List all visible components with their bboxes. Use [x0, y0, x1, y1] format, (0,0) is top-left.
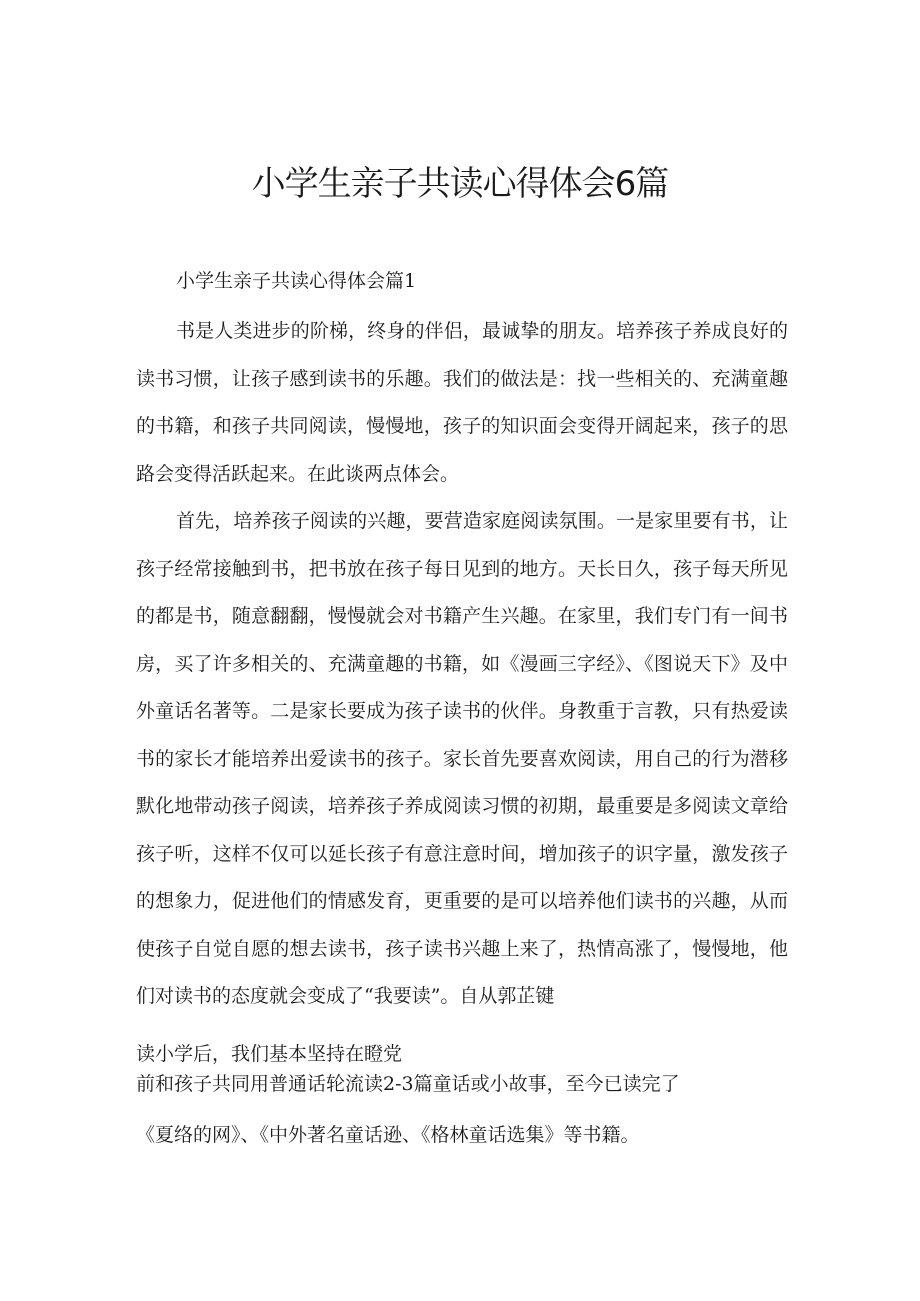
section-heading: 小学生亲子共读心得体会篇1 — [176, 270, 417, 292]
document-title: 小学生亲子共读心得体会6篇 — [251, 164, 669, 204]
paragraph-line-2: 前和孩子共同用普通话轮流读2-3篇童话或小故事，至今已读完了 — [136, 1073, 680, 1095]
paragraph-line-1: 读小学后，我们基本坚持在瞪党 — [136, 1043, 403, 1065]
paragraph-1: 书是人类进步的阶梯，终身的伴侣，最诚挚的朋友。培养孩子养成良好的读书习惯，让孩子感到读书的乐趣。我们的做法是：找一些相关的、充满童趣的书籍，和孩子共同阅读，慢慢地，孩子的知识面会变得开阔起来，孩子的思路会变得活跃起来。在此谈两点体会。 — [136, 320, 788, 485]
paragraph-2: 首先，培养孩子阅读的兴趣，要营造家庭阅读氛围。一是家里要有书，让孩子经常接触到书，把书放在孩子每日见到的地方。天长日久，孩子每天所见的都是书，随意翻翻，慢慢就会对书籍产生兴趣。在家里，我们专门有一间书房，买了许多相关的、充满童趣的书籍，如《漫画三字经》、《图说天下》及中外童话名著等。二是家长要成为孩子读书的伙伴。身教重于言教，只有热爱读书的家长才能培养出爱读书的孩子。家长首先要喜欢阅读，用自己的行为潜移默化地带动孩子阅读，培养孩子养成阅读习惯的初期，最重要是多阅读文章给孩子听，这样不仅可以延长孩子有意注意时间，增加孩子的识字量，激发孩子的想象力，促进他们的情感发育，更重要的是可以培养他们读书的兴趣，从而使孩子自觉自愿的想去读书，孩子读书兴趣上来了，热情高涨了，慢慢地，他们对读书的态度就会变成了“我要读”。自从郭芷键 — [136, 510, 788, 1007]
paragraph-line-3: 《夏络的网》、《中外著名童话逊、《格林童话选集》等书籍。 — [136, 1124, 640, 1146]
